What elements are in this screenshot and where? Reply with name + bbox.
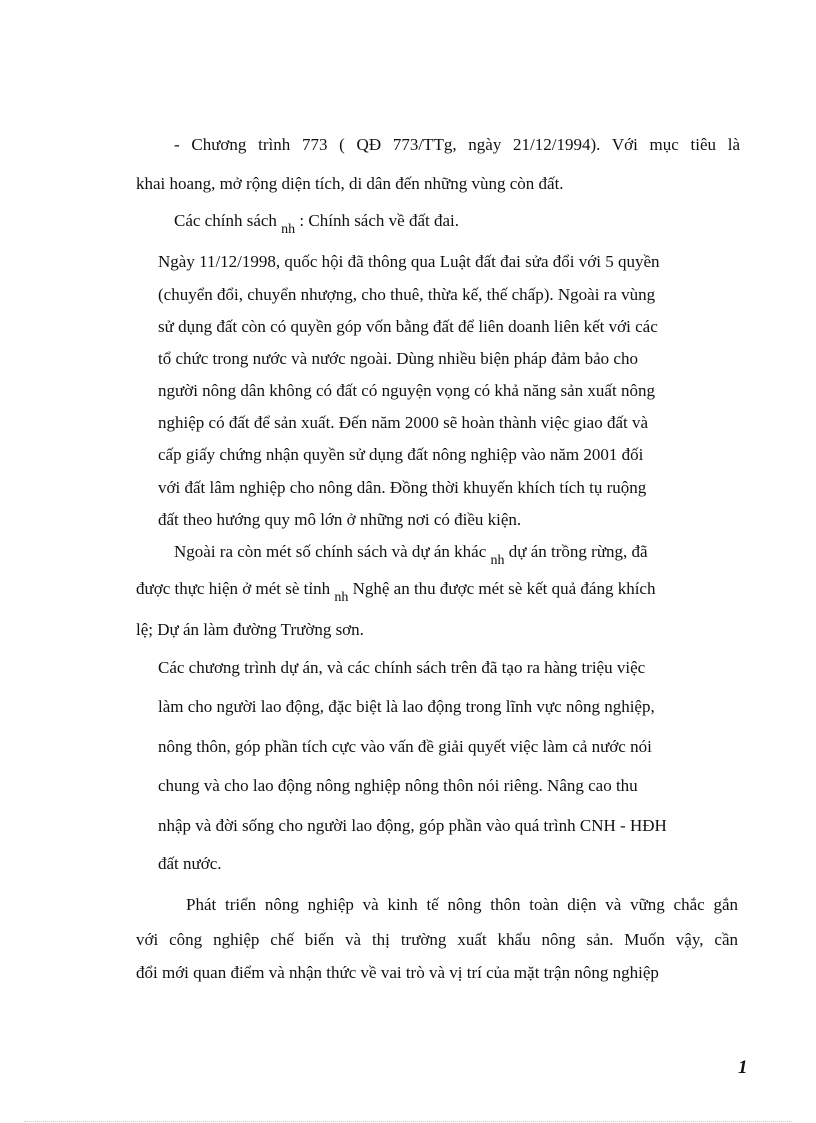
text-line: sử dụng đất còn có quyền góp vốn bằng đất để liên doanh liên kết với các bbox=[158, 317, 658, 336]
text-line: Phát triển nông nghiệp và kinh tế nông thôn toàn diện và vững chắc gắn bbox=[186, 895, 738, 914]
text-span: được thực hiện ở mét sè tỉnh bbox=[136, 579, 335, 598]
text-line: tổ chức trong nước và nước ngoài. Dùng nhiều biện pháp đảm bảo cho bbox=[158, 349, 638, 368]
text-line: người nông dân không có đất có nguyện vọng có khả năng sản xuất nông bbox=[158, 381, 655, 400]
text-line: (chuyển đổi, chuyển nhượng, cho thuê, thừa kế, thế chấp). Ngoài ra vùng bbox=[158, 285, 656, 304]
text-span: Nghệ an thu được mét sè kết quả đáng khích bbox=[348, 579, 656, 598]
text-span: : Chính sách về đất đai. bbox=[295, 211, 459, 230]
text-line: khai hoang, mở rộng diện tích, di dân đến những vùng còn đất. bbox=[136, 174, 564, 193]
subscript-text: nh bbox=[281, 222, 296, 237]
text-span: Ngoài ra còn mét số chính sách và dự án khác bbox=[174, 542, 491, 561]
footer-divider bbox=[24, 1121, 792, 1122]
text-line: đổi mới quan điểm và nhận thức về vai trò và vị trí của mặt trận nông nghiệp bbox=[136, 963, 659, 982]
page-number: 1 bbox=[738, 1057, 748, 1078]
text-line: Các chương trình dự án, và các chính sách trên đã tạo ra hàng triệu việc bbox=[158, 658, 646, 677]
text-line: nghiệp có đất để sản xuất. Đến năm 2000 sẽ hoàn thành việc giao đất và bbox=[158, 413, 649, 432]
text-line: lệ; Dự án làm đường Trường sơn. bbox=[136, 620, 364, 639]
text-line: nông thôn, góp phần tích cực vào vấn đề giải quyết việc làm cả nước nói bbox=[158, 737, 652, 756]
subscript-text: nh bbox=[490, 553, 505, 568]
text-line: cấp giấy chứng nhận quyền sử dụng đất nông nghiệp vào năm 2001 đối bbox=[158, 445, 644, 464]
text-line: làm cho người lao động, đặc biệt là lao động trong lĩnh vực nông nghiệp, bbox=[158, 697, 655, 716]
text-line: chung và cho lao động nông nghiệp nông thôn nói riêng. Nâng cao thu bbox=[158, 776, 638, 795]
text-line: - Chương trình 773 ( QĐ 773/TTg, ngày 21/12/1994). Với mục tiêu là bbox=[174, 135, 740, 154]
text-line: đất theo hướng quy mô lớn ở những nơi có điều kiện. bbox=[158, 510, 522, 529]
text-line: Ngày 11/12/1998, quốc hội đã thông qua Luật đất đai sửa đổi với 5 quyền bbox=[158, 252, 660, 271]
text-line: đất nước. bbox=[158, 854, 222, 873]
text-span: Các chính sách bbox=[174, 211, 282, 230]
text-line bbox=[174, 541, 648, 568]
subscript-text: nh bbox=[334, 590, 349, 605]
section-heading bbox=[174, 210, 459, 237]
text-line: với đất lâm nghiệp cho nông dân. Đồng thời khuyến khích tích tụ ruộng bbox=[158, 478, 647, 497]
text-line bbox=[136, 578, 656, 605]
text-line: nhập và đời sống cho người lao động, góp phần vào quá trình CNH - HĐH bbox=[158, 816, 667, 835]
text-span: dự án trồng rừng, đã bbox=[504, 542, 648, 561]
text-line: với công nghiệp chế biến và thị trường xuất khẩu nông sản. Muốn vậy, cần bbox=[136, 930, 738, 949]
